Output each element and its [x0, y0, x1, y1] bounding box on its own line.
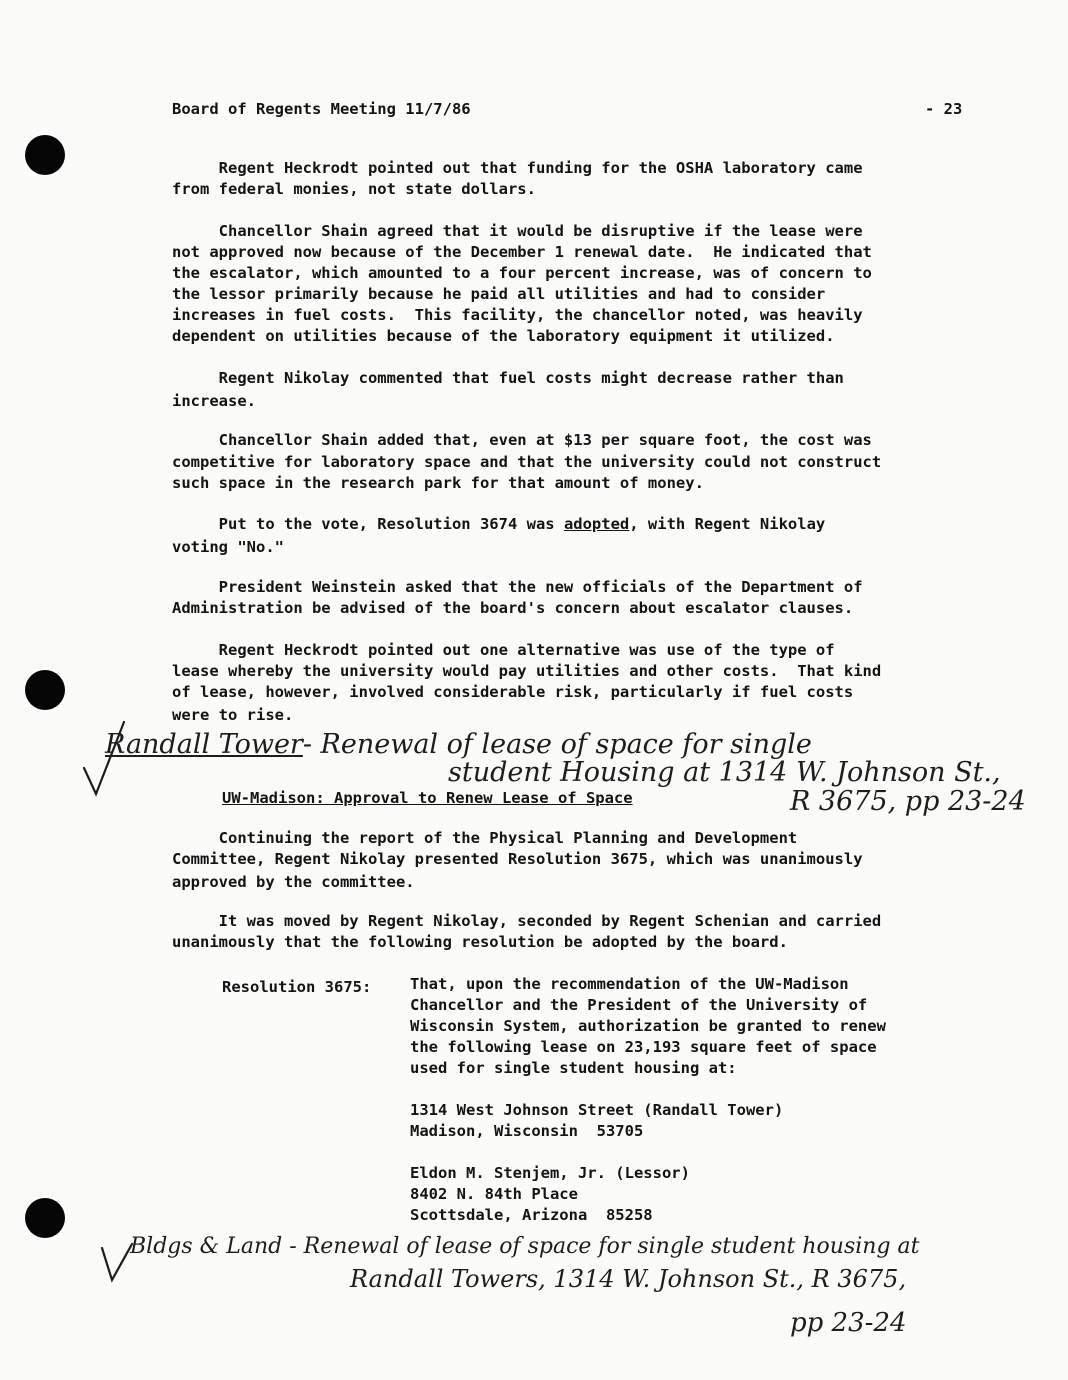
- lessor-line: 8402 N. 84th Place: [410, 1185, 578, 1203]
- body-line: the escalator, which amounted to a four percent increase, was of concern to: [172, 264, 872, 282]
- body-line: were to rise.: [172, 706, 294, 724]
- page-header-title: Board of Regents Meeting 11/7/86: [172, 100, 471, 118]
- body-line: Chancellor Shain added that, even at $13 per square foot, the cost was: [172, 431, 872, 449]
- body-line: dependent on utilities because of the laboratory equipment it utilized.: [172, 327, 835, 345]
- body-line: increase.: [172, 392, 256, 410]
- body-line: lease whereby the university would pay utilities and other costs. That kind: [172, 662, 882, 680]
- vote-text-before: Put to the vote, Resolution 3674 was: [172, 515, 564, 533]
- body-line: from federal monies, not state dollars.: [172, 180, 536, 198]
- punch-hole-top: [25, 135, 65, 175]
- handwritten-note-bldgs-line3: pp 23-24: [790, 1308, 907, 1338]
- body-line: approved by the committee.: [172, 873, 415, 891]
- body-line: unanimously that the following resolution be adopted by the board.: [172, 933, 788, 951]
- handwritten-note-line3: R 3675, pp 23-24: [790, 786, 1026, 817]
- body-line: Regent Nikolay commented that fuel costs might decrease rather than: [172, 369, 844, 387]
- resolution-line: That, upon the recommendation of the UW-Madison: [410, 975, 849, 993]
- punch-hole-middle: [25, 670, 65, 710]
- handwritten-note-randall-tower: [105, 730, 812, 760]
- lessor-line: Eldon M. Stenjem, Jr. (Lessor): [410, 1164, 690, 1182]
- resolution-line: used for single student housing at:: [410, 1059, 737, 1077]
- body-line: Regent Heckrodt pointed out one alternative was use of the type of: [172, 641, 835, 659]
- body-line: increases in fuel costs. This facility, the chancellor noted, was heavily: [172, 306, 863, 324]
- resolution-label: Resolution 3675:: [222, 978, 372, 996]
- adopted-word: adopted: [563, 515, 630, 533]
- address-line: Madison, Wisconsin 53705: [410, 1122, 644, 1140]
- resolution-line: Chancellor and the President of the University of: [410, 996, 868, 1014]
- page-number: - 23: [925, 100, 963, 118]
- resolution-line: the following lease on 23,193 square feet of space: [410, 1038, 877, 1056]
- address-line: 1314 West Johnson Street (Randall Tower): [410, 1101, 784, 1119]
- vote-text-after: , with Regent Nikolay: [629, 515, 826, 533]
- body-line: competitive for laboratory space and that the university could not construct: [172, 453, 882, 471]
- handwritten-note-bldgs-line2: Randall Towers, 1314 W. Johnson St., R 3675,: [350, 1265, 907, 1293]
- body-line: Administration be advised of the board's concern about escalator clauses.: [172, 599, 854, 617]
- body-line: Committee, Regent Nikolay presented Resolution 3675, which was unanimously: [172, 850, 863, 868]
- vote-line: [172, 514, 825, 535]
- body-line: Continuing the report of the Physical Planning and Development: [172, 829, 798, 847]
- body-line: voting "No.": [172, 538, 284, 556]
- body-line: such space in the research park for that amount of money.: [172, 474, 704, 492]
- section-heading: UW-Madison: Approval to Renew Lease of Space: [222, 789, 633, 807]
- body-line: Regent Heckrodt pointed out that funding for the OSHA laboratory came: [172, 159, 863, 177]
- body-line: the lessor primarily because he paid all utilities and had to consider: [172, 285, 826, 303]
- punch-hole-bottom: [25, 1198, 65, 1238]
- handwritten-note-line2: student Housing at 1314 W. Johnson St.,: [448, 757, 1001, 788]
- body-line: President Weinstein asked that the new officials of the Department of: [172, 578, 863, 596]
- body-line: Chancellor Shain agreed that it would be disruptive if the lease were: [172, 222, 863, 240]
- handwritten-note-bldgs-land: Bldgs & Land - Renewal of lease of space for single student housing at: [130, 1234, 920, 1259]
- body-line: It was moved by Regent Nikolay, seconded by Regent Schenian and carried: [172, 912, 882, 930]
- handwritten-randall-tower: Randall Tower: [105, 729, 303, 760]
- lessor-line: Scottsdale, Arizona 85258: [410, 1206, 653, 1224]
- body-line: of lease, however, involved considerable risk, particularly if fuel costs: [172, 683, 854, 701]
- handwritten-renewal-text: - Renewal of lease of space for single: [302, 729, 812, 760]
- body-line: not approved now because of the December 1 renewal date. He indicated that: [172, 243, 872, 261]
- resolution-line: Wisconsin System, authorization be granted to renew: [410, 1017, 886, 1035]
